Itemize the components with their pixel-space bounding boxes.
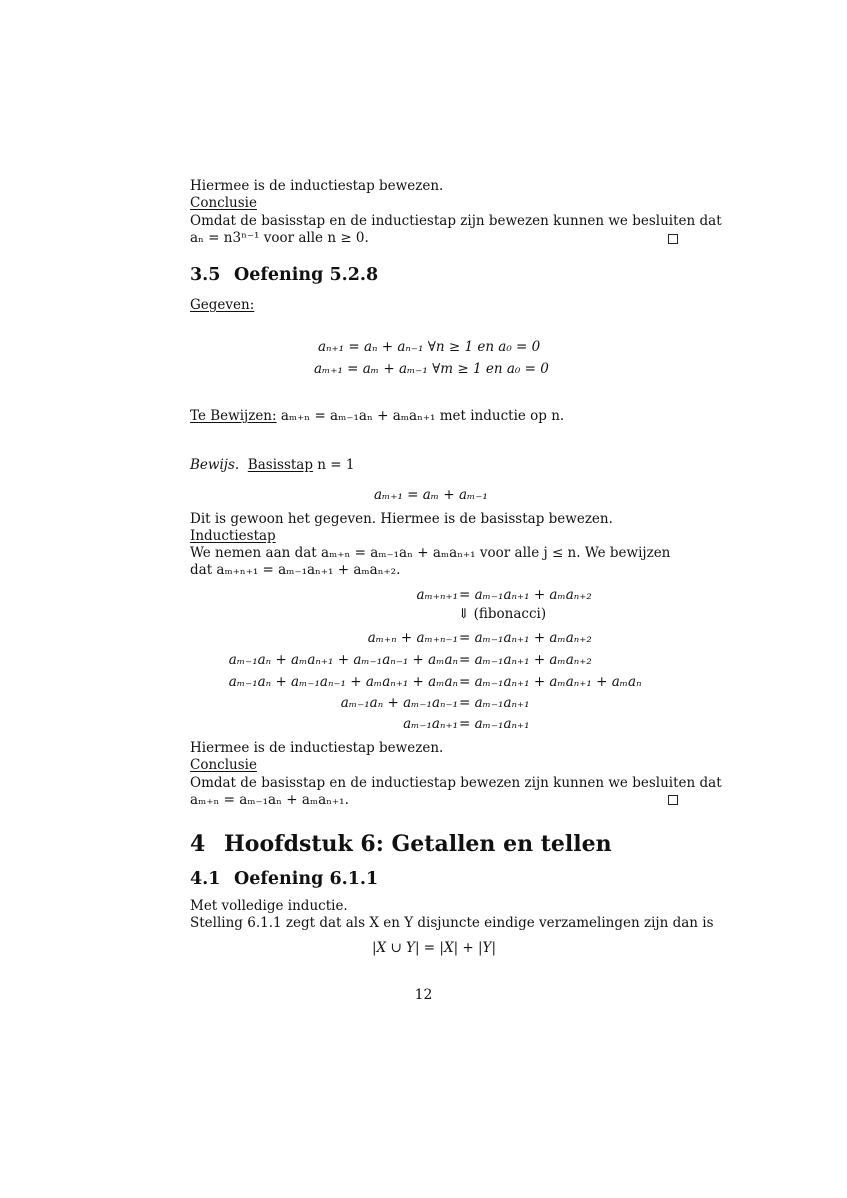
text-line: Hiermee is de inductiestap bewezen. [190,178,444,194]
derivation-rhs: = aₘ₋₁aₙ₊₁ + aₘaₙ₊₂ [459,587,592,603]
text-line: Omdat de basisstap en de inductiestap bewezen zijn kunnen we besluiten dat [190,775,722,791]
te-bewijzen-text: aₘ₊ₙ = aₘ₋₁aₙ + aₘaₙ₊₁ met inductie op n. [276,408,565,424]
text-line: We nemen aan dat aₘ₊ₙ = aₘ₋₁aₙ + aₘaₙ₊₁ voor alle j ≤ n. We bewijzen [190,545,671,561]
te-bewijzen-label: Te Bewijzen: [190,408,277,424]
chapter-title: Hoofdstuk 6: Getallen en tellen [224,831,612,857]
derivation-rhs: = aₘ₋₁aₙ₊₁ + aₘaₙ₊₂ [459,652,592,668]
section-title: Oefening 6.1.1 [234,869,379,889]
derivation-rhs: = aₘ₋₁aₙ₊₁ [459,695,530,711]
derivation-arrow: ⇓ (fibonacci) [458,606,547,622]
text-line: Met volledige inductie. [190,898,348,914]
derivation-lhs: aₘ₋₁aₙ₊₁ [403,716,458,732]
conclusie-label: Conclusie [190,757,257,773]
text-line: Stelling 6.1.1 zegt dat als X en Y disjuncte eindige verzamelingen zijn dan is [190,915,714,931]
basisstap-value: n = 1 [312,457,355,473]
bewijs-label: Bewijs. [190,457,240,473]
formula-line: aₘ₊ₙ = aₘ₋₁aₙ + aₘaₙ₊₁. [190,792,349,808]
section-number: 4.1 [190,869,221,889]
derivation-lhs: aₘ₊ₙ + aₘ₊ₙ₋₁ [367,630,458,646]
formula-line: aₙ = n3ⁿ⁻¹ voor alle n ≥ 0. [190,230,369,246]
text-line: Hiermee is de inductiestap bewezen. [190,740,444,756]
derivation-lhs: aₘ₊ₙ₊₁ [416,587,458,603]
chapter-number: 4 [190,831,206,857]
chapter-heading [190,830,612,858]
qed-symbol [668,795,678,805]
derivation-lhs: aₘ₋₁aₙ + aₘ₋₁aₙ₋₁ [340,695,458,711]
qed-symbol [668,234,678,244]
given-equation-2: aₘ₊₁ = aₘ + aₘ₋₁ ∀m ≥ 1 en a₀ = 0 [314,361,549,377]
union-equation: |X ∪ Y| = |X| + |Y| [372,940,497,956]
inductiestap-label: Inductiestap [190,528,276,544]
bewijs-line [190,457,354,474]
basisstap-label: Basisstap [247,457,313,473]
section-number: 3.5 [190,265,221,285]
text-line: Dit is gewoon het gegeven. Hiermee is de basisstap bewezen. [190,511,613,527]
derivation-lhs: aₘ₋₁aₙ + aₘaₙ₊₁ + aₘ₋₁aₙ₋₁ + aₘaₙ [228,652,458,668]
given-equation-1: aₙ₊₁ = aₙ + aₙ₋₁ ∀n ≥ 1 en a₀ = 0 [318,339,541,355]
basis-equation: aₘ₊₁ = aₘ + aₘ₋₁ [374,487,488,503]
section-heading [190,868,378,890]
conclusie-label: Conclusie [190,195,257,211]
page-number: 12 [414,987,433,1003]
derivation-rhs: = aₘ₋₁aₙ₊₁ [459,716,530,732]
derivation-rhs: = aₘ₋₁aₙ₊₁ + aₘaₙ₊₁ + aₘaₙ [459,674,642,690]
section-title: Oefening 5.2.8 [234,265,379,285]
text-line: Omdat de basisstap en de inductiestap zijn bewezen kunnen we besluiten dat [190,213,722,229]
te-bewijzen-line [190,408,564,425]
text-line: dat aₘ₊ₙ₊₁ = aₘ₋₁aₙ₊₁ + aₘaₙ₊₂. [190,562,401,578]
derivation-lhs: aₘ₋₁aₙ + aₘ₋₁aₙ₋₁ + aₘaₙ₊₁ + aₘaₙ [228,674,458,690]
section-heading [190,264,378,286]
derivation-rhs: = aₘ₋₁aₙ₊₁ + aₘaₙ₊₂ [459,630,592,646]
gegeven-label: Gegeven: [190,297,255,313]
